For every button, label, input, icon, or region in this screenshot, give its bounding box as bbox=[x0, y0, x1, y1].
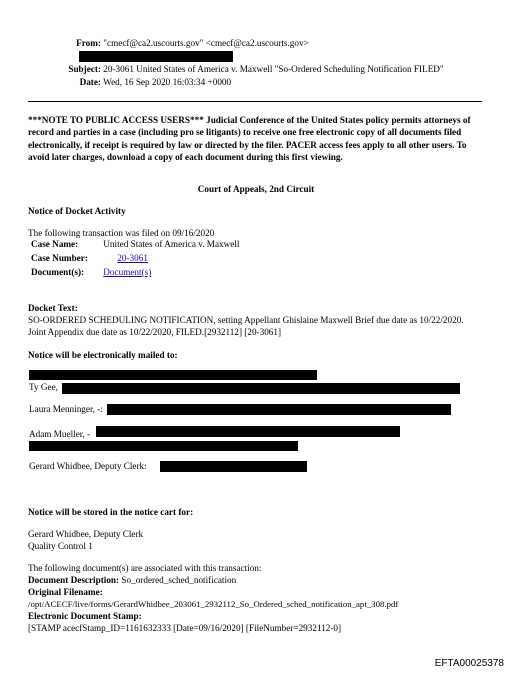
recipient-gerard-whidbee: Gerard Whidbee, Deputy Clerk: bbox=[29, 461, 147, 471]
case-name-label: Case Name: bbox=[31, 239, 79, 249]
redaction-2 bbox=[62, 383, 460, 394]
case-name-row bbox=[31, 239, 239, 249]
transaction-line: The following transaction was filed on 09/16/2020 bbox=[28, 228, 215, 238]
doc-description-label: Document Description: bbox=[28, 575, 120, 585]
recipient-ty-gee: Ty Gee, bbox=[29, 382, 58, 392]
redaction-1 bbox=[29, 370, 317, 380]
stored-line-1: Gerard Whidbee, Deputy Clerk bbox=[28, 529, 144, 539]
from-row bbox=[28, 37, 309, 50]
case-number-link[interactable]: 20-3061 bbox=[117, 253, 148, 263]
documents-row bbox=[31, 267, 151, 277]
redaction-6 bbox=[160, 461, 307, 472]
subject-label: Subject: bbox=[68, 64, 101, 74]
activity-title: Notice of Docket Activity bbox=[28, 206, 126, 216]
doc-description-value: So_ordered_sched_notification bbox=[121, 575, 237, 585]
orig-filename-value: /opt/ACECF/live/forms/GerardWhidbee_203061_2932112_So_Ordered_sched_notification_apt_308.pdf bbox=[28, 599, 399, 609]
associated-line: The following document(s) are associated with this transaction: bbox=[28, 563, 262, 573]
documents-label: Document(s): bbox=[31, 267, 85, 277]
redaction-4 bbox=[96, 426, 400, 437]
date-label: Date: bbox=[79, 77, 101, 87]
header-divider bbox=[28, 101, 482, 102]
recipient-laura-menninger: Laura Menninger, -: bbox=[29, 404, 103, 414]
recipient-adam-mueller: Adam Mueller, - bbox=[29, 429, 91, 439]
stamp-label: Electronic Document Stamp: bbox=[28, 611, 142, 621]
stamp-value: [STAMP acecfStamp_ID=1161632333 [Date=09/16/2020] [FileNumber=2932112-0] bbox=[28, 623, 342, 633]
court-name: Court of Appeals, 2nd Circuit bbox=[197, 184, 315, 194]
case-number-row bbox=[31, 253, 148, 263]
subject-value: 20-3061 United States of America v. Maxwell "So-Ordered Scheduling Notification FILED" bbox=[103, 64, 444, 74]
from-value: "cmecf@ca2.uscourts.gov" <cmecf@ca2.uscourts.gov> bbox=[103, 38, 309, 48]
public-access-notice: ***NOTE TO PUBLIC ACCESS USERS*** Judicial Conference of the United States policy permits attorneys of record and parties in a case (including pro se litigants) to receive one free electronic copy of all documents filed electronically, if receipt is required by law or directed by the filer. PACER access fees apply to all other users. To avoid later charges, download a copy of each document during this first viewing. bbox=[28, 115, 471, 163]
stored-line-2: Quality Control 1 bbox=[28, 541, 93, 551]
doc-description-row bbox=[28, 574, 488, 586]
docket-text-label: Docket Text: bbox=[28, 303, 78, 313]
footer-id: EFTA00025378 bbox=[434, 658, 504, 669]
date-row bbox=[28, 76, 231, 89]
stored-title: Notice will be stored in the notice cart for: bbox=[28, 507, 194, 517]
mailed-title: Notice will be electronically mailed to: bbox=[28, 350, 178, 360]
date-value: Wed, 16 Sep 2020 16:03:34 +0000 bbox=[103, 77, 232, 87]
orig-filename-label: Original Filename: bbox=[28, 587, 103, 597]
docket-text: SO-ORDERED SCHEDULING NOTIFICATION, setting Appellant Ghislaine Maxwell Brief due date as 10/22/2020. Joint Appendix due date as 10/22/2020, FILED.[2932112] [20-3061] bbox=[28, 315, 464, 338]
redaction-to bbox=[79, 51, 233, 62]
documents-link[interactable]: Document(s) bbox=[103, 267, 152, 277]
redaction-3 bbox=[107, 404, 451, 415]
case-number-label: Case Number: bbox=[31, 253, 88, 263]
subject-row bbox=[28, 63, 444, 76]
case-name-value: United States of America v. Maxwell bbox=[103, 239, 240, 249]
from-label: From: bbox=[76, 38, 101, 48]
redaction-5 bbox=[29, 441, 298, 451]
